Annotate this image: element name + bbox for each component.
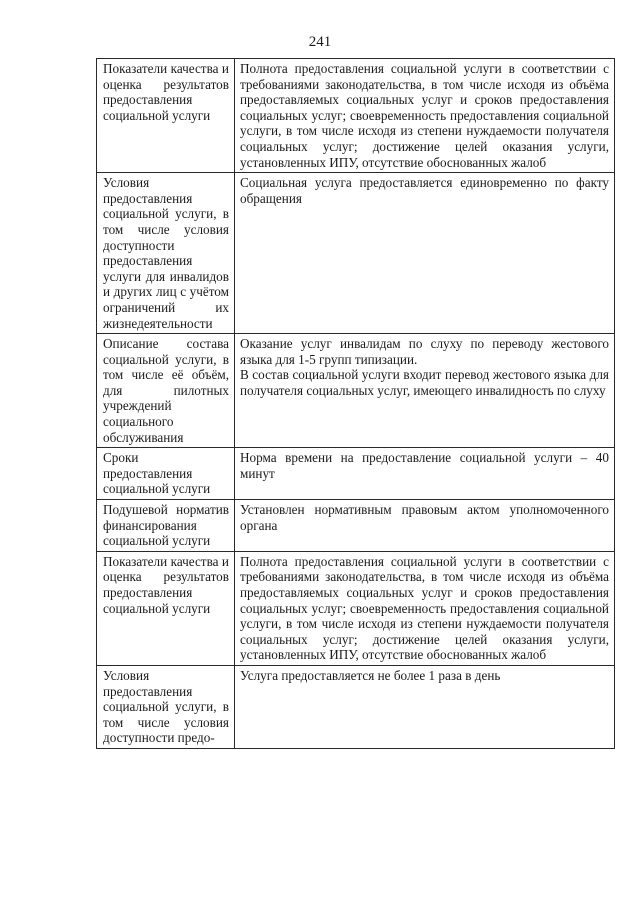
table-row [97, 500, 615, 552]
row-label-cell [97, 173, 235, 334]
table-row [97, 665, 615, 748]
row-label-cell [97, 59, 235, 173]
row-content: Полнота предоставления социальной услуги в соответствии с требованиями законодательства, в том числе исходя из объёма предоставляемых социальных услуг и сроков предоставления социальных услуг; своевременность предоставления социальной услуги, в том числе исходя из степени нуждаемости получателя социальных услуг; достижение целей оказания услуги, установленных ИПУ, отсутствие обоснованных жалоб [240, 553, 609, 663]
row-label-cell [97, 448, 235, 500]
row-content: Норма времени на предоставление социальной услуги – 40 минут [240, 450, 609, 481]
row-label: Показатели качества и оценка результатов предоставления социальной услуги [103, 61, 229, 123]
row-label-cell [97, 334, 235, 448]
row-label-cell [97, 500, 235, 552]
row-content-cell [235, 551, 615, 665]
row-content: Полнота предоставления социальной услуги в соответствии с требованиями законодательства, в том числе исходя из объёма предоставляемых социальных услуг и сроков предоставления социальных услуг; своевременность предоставления социальной услуги, в том числе исходя из степени нуждаемости получателя социальных услуг; достижение целей оказания услуги, установленных ИПУ, отсутствие обоснованных жалоб [240, 61, 609, 170]
service-table [96, 58, 615, 749]
row-content-cell [235, 173, 615, 334]
table-row [97, 551, 615, 665]
row-content: В состав социальной услуги входит перевод жестового языка для получателя социальных услуг, имеющего инвалидность по слуху [240, 367, 609, 398]
table-row [97, 173, 615, 334]
row-content-cell [235, 334, 615, 448]
row-content: Социальная услуга предоставляется единовременно по факту обращения [240, 175, 609, 206]
page-number: 241 [308, 34, 332, 50]
table-row [97, 448, 615, 500]
row-content-cell [235, 448, 615, 500]
row-label-cell [97, 665, 235, 748]
row-label: Условия предоставления социальной услуги, в том числе условия доступности предо- [103, 667, 229, 746]
row-label: Описание состава социальной услуги, в том числе её объём, для пилотных учреждений социального обслуживания [103, 336, 229, 445]
row-label: Показатели качества и оценка результатов предоставления социальной услуги [103, 553, 229, 616]
row-content: Установлен нормативным правовым актом уполномоченного органа [240, 502, 609, 533]
table-row [97, 334, 615, 448]
row-content: Услуга предоставляется не более 1 раза в день [240, 667, 501, 683]
row-content-cell [235, 500, 615, 552]
row-content-cell [235, 665, 615, 748]
row-label-cell [97, 551, 235, 665]
row-label: Подушевой норматив финансирования социальной услуги [103, 502, 229, 549]
row-content: Оказание услуг инвалидам по слуху по переводу жестового языка для 1-5 групп типизации. [240, 336, 609, 367]
row-label: Сроки предоставления социальной услуги [103, 450, 211, 497]
row-content-cell [235, 59, 615, 173]
table-row [97, 59, 615, 173]
row-label: Условия предоставления социальной услуги, в том числе условия доступности предоставления услуги для инвалидов и других лиц с учётом ограничений их жизнедеятельности [103, 175, 229, 331]
